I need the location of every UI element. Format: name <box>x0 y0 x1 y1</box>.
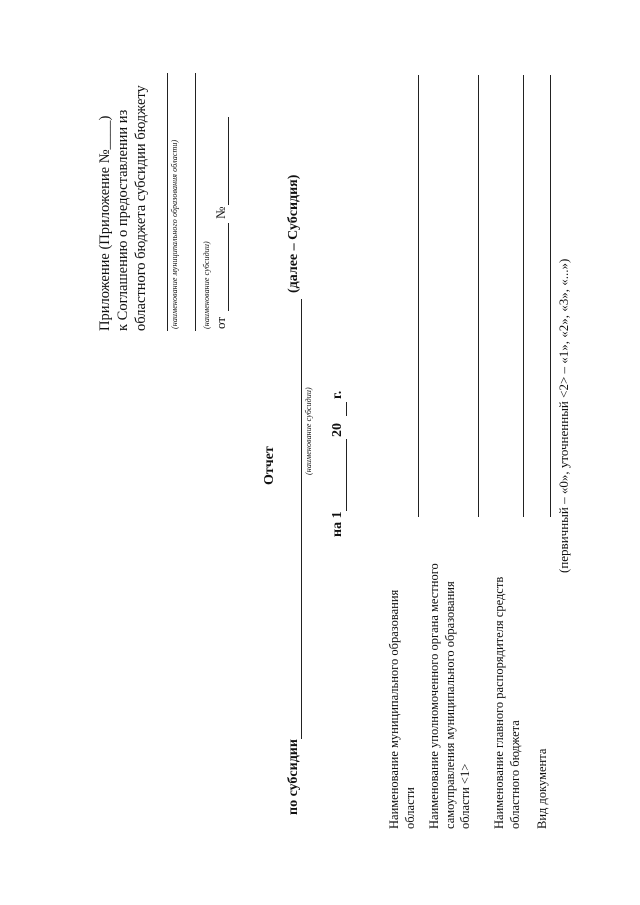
appendix-line-2: к Соглашению о предоставлении из <box>115 109 131 331</box>
appendix-municipality-line[interactable] <box>167 73 168 331</box>
further-label: (далее – Субсидия) <box>286 174 301 293</box>
report-title: Отчет <box>262 446 277 485</box>
appendix-number-label: № <box>213 206 228 219</box>
report-subsidy-line[interactable] <box>301 299 302 739</box>
appendix-subsidy-caption: (наименование субсидии) <box>202 241 211 329</box>
appendix-subsidy-line[interactable] <box>195 73 196 331</box>
document-kind-hint: (первичный – «0», уточненный <2> – «1», «2», «3», «...») <box>556 258 571 573</box>
appendix-date-line[interactable] <box>228 223 229 311</box>
date-suffix: г. <box>330 390 345 399</box>
field-distributor-label: Наименование главного распорядителя средств областного бюджета <box>492 576 522 829</box>
appendix-number-line[interactable] <box>228 117 229 205</box>
appendix-line-3: областного бюджета субсидии бюджету <box>133 85 149 331</box>
date-day-line[interactable] <box>346 439 347 511</box>
appendix-from-label: от <box>213 316 228 329</box>
appendix-block <box>96 85 150 331</box>
field-authority-line[interactable] <box>478 75 479 517</box>
field-municipality-label: Наименование муниципального образования области <box>387 589 417 829</box>
field-document-kind-line[interactable] <box>550 75 551 517</box>
report-subsidy-caption: (наименование субсидии) <box>304 387 313 475</box>
by-subsidy-label: по субсидии <box>286 739 301 815</box>
field-distributor-line[interactable] <box>523 75 524 517</box>
field-authority-label: Наименование уполномоченного органа местного самоуправления муниципального образования области <1> <box>427 563 472 829</box>
field-document-kind-label: Вид документа <box>535 748 549 829</box>
appendix-municipality-caption: (наименование муниципального образования области) <box>170 139 179 329</box>
date-year-line[interactable] <box>346 402 347 416</box>
date-year-prefix: 20 <box>330 423 345 437</box>
date-prefix: на 1 <box>330 511 345 537</box>
appendix-line-1: Приложение (Приложение №____) <box>97 115 113 331</box>
field-municipality-line[interactable] <box>418 75 419 517</box>
